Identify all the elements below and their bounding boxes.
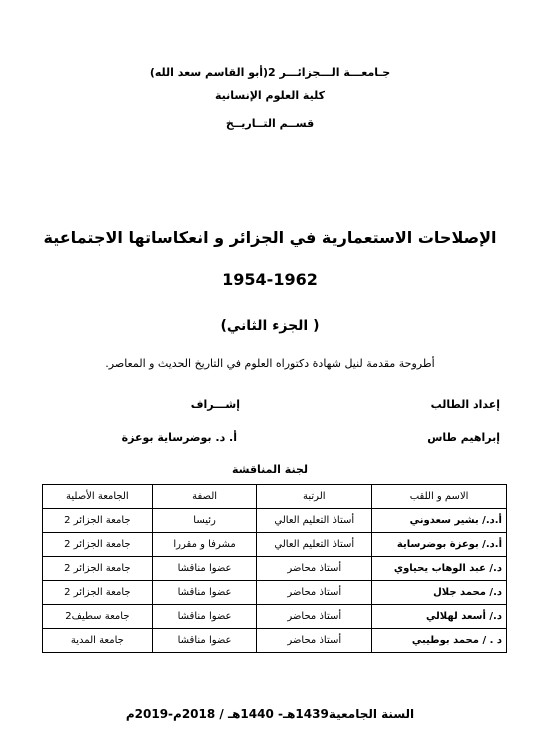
jury-table-header-row <box>43 485 507 509</box>
member-name: أ.د./ بشير سعدوني <box>372 509 507 533</box>
supervisor-name: أ. د. بوضرساية بوعزة <box>121 431 237 444</box>
member-university: جامعة الجزائر 2 <box>43 557 153 581</box>
member-role: رئيسا <box>152 509 257 533</box>
supervision-label: إشـــراف <box>190 398 240 411</box>
member-university: جامعة الجزائر 2 <box>43 509 153 533</box>
thesis-part: ( الجزء الثاني) <box>220 318 320 334</box>
thesis-title: الإصلاحات الاستعمارية في الجزائر و انعكاساتها الاجتماعية <box>43 228 497 247</box>
member-name: د./ أسعد لهلالي <box>372 605 507 629</box>
table-row <box>43 581 507 605</box>
university-name: جـامعـــة الـــجزائـــر 2(أبو القاسم سعد الله) <box>149 66 391 79</box>
member-name: د./ عبد الوهاب يحياوي <box>372 557 507 581</box>
header-role: الصفة <box>152 485 257 509</box>
committee-title: لجنة المناقشة <box>231 463 308 476</box>
table-row <box>43 509 507 533</box>
member-rank: أستاذ التعليم العالي <box>257 509 372 533</box>
faculty-name: كلية العلوم الإنسانية <box>215 89 325 102</box>
department-name: قســم التــاريــخ <box>225 117 315 130</box>
member-rank: أستاذ محاضر <box>257 581 372 605</box>
member-rank: أستاذ محاضر <box>257 557 372 581</box>
header-name: الاسم و اللقب <box>372 485 507 509</box>
table-row <box>43 533 507 557</box>
member-rank: أستاذ التعليم العالي <box>257 533 372 557</box>
member-role: مشرفا و مقررا <box>152 533 257 557</box>
thesis-description: أطروحة مقدمة لنيل شهادة دكتوراه العلوم في التاريخ الحديث و المعاصر. <box>105 357 435 370</box>
member-university: جامعة الجزائر 2 <box>43 581 153 605</box>
member-role: عضوا مناقشا <box>152 629 257 653</box>
member-role: عضوا مناقشا <box>152 581 257 605</box>
table-row <box>43 557 507 581</box>
prepared-by-label: إعداد الطالب <box>430 398 500 411</box>
member-rank: أستاذ محاضر <box>257 605 372 629</box>
member-role: عضوا مناقشا <box>152 557 257 581</box>
member-name: أ.د./ بوعزة بوضرساية <box>372 533 507 557</box>
member-name: د . / محمد بوطيبي <box>372 629 507 653</box>
thesis-years: 1954-1962 <box>222 270 318 289</box>
member-university: جامعة سطيف2 <box>43 605 153 629</box>
member-university: جامعة المدية <box>43 629 153 653</box>
header-university: الجامعة الأصلية <box>43 485 153 509</box>
member-university: جامعة الجزائر 2 <box>43 533 153 557</box>
member-role: عضوا مناقشا <box>152 605 257 629</box>
member-rank: أستاذ محاضر <box>257 629 372 653</box>
header-rank: الرتبة <box>257 485 372 509</box>
table-row <box>43 629 507 653</box>
jury-table <box>42 484 507 653</box>
table-row <box>43 605 507 629</box>
student-name: إبراهيم طاس <box>427 431 500 444</box>
member-name: د./ محمد جلال <box>372 581 507 605</box>
academic-year: السنة الجامعية1439هـ- 1440هـ / 2018م-2019م <box>125 707 415 721</box>
